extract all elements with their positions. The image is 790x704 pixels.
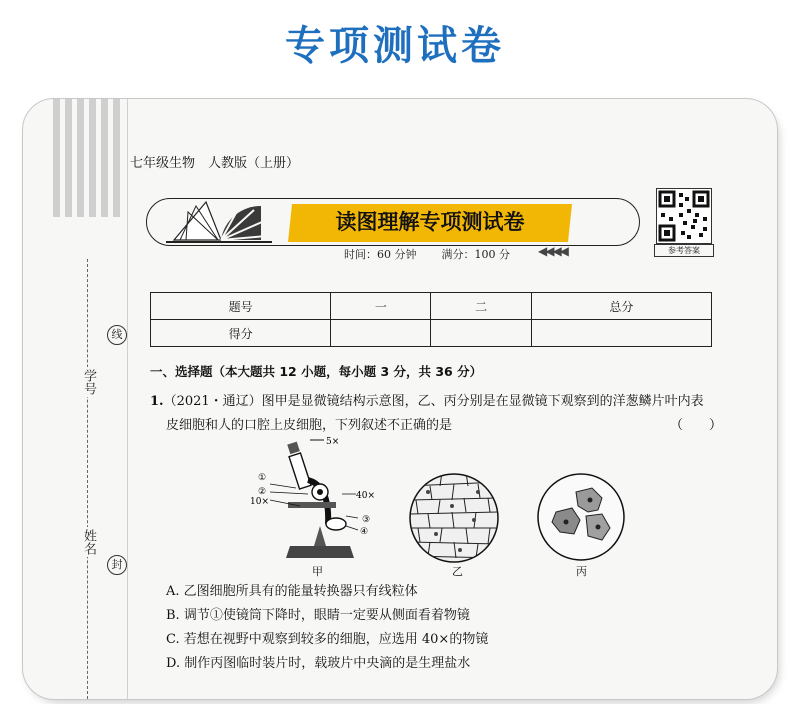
score-table-header-row <box>151 293 712 320</box>
name-label: 姓名 <box>81 529 96 555</box>
microscope-figure <box>250 436 380 566</box>
arrows-icon: ◀◀◀◀ <box>538 244 567 258</box>
score-header-cell: 题号 <box>151 293 331 320</box>
section-title: 一、选择题（本大题共 12 小题，每小题 3 分，共 36 分） <box>150 364 483 379</box>
score-cell[interactable] <box>331 320 431 347</box>
onion-cells-figure <box>408 472 500 564</box>
score-row-label: 得分 <box>151 320 331 347</box>
cheek-cells-figure <box>536 472 626 562</box>
figure-label: ② <box>258 487 267 497</box>
binding-margin <box>23 99 128 699</box>
paper-title: 读图理解专项测试卷 <box>335 210 525 234</box>
figure-label: 10× <box>250 497 269 507</box>
question-number: 1. <box>150 394 164 409</box>
grade-label: 七年级生物 人教版（上册） <box>130 156 300 171</box>
question-text-1: （2021・通辽）图甲是显微镜结构示意图，乙、丙分别是在显微镜下观察到的洋葱鳞片叶内表 <box>163 394 704 409</box>
question-line-2: 皮细胞和人的口腔上皮细胞，下列叙述不正确的是 <box>166 418 453 433</box>
score-cell[interactable] <box>531 320 711 347</box>
fan-book-icon <box>166 196 276 244</box>
figure-label: ① <box>258 473 267 483</box>
score-header-cell: 二 <box>431 293 531 320</box>
figure-caption-a: 甲 <box>312 565 323 578</box>
score-table <box>150 292 712 347</box>
binding-stripes <box>53 99 133 217</box>
exam-meta <box>344 246 510 262</box>
option-b[interactable]: B. 调节①使镜筒下降时，眼睛一定要从侧面看着物镜 <box>166 608 470 623</box>
figure-label: 5× <box>326 437 340 447</box>
score-cell[interactable] <box>431 320 531 347</box>
figure-caption-c: 丙 <box>576 565 587 578</box>
seal-bottom: 封 <box>107 555 127 575</box>
score-header-cell: 总分 <box>531 293 711 320</box>
score-table-row <box>151 320 712 347</box>
figure-label: ③ <box>362 515 371 525</box>
question-line-1 <box>150 390 704 409</box>
student-id-label: 学号 <box>81 369 96 395</box>
full-score: 满分：100 分 <box>441 248 510 261</box>
figure-caption-b: 乙 <box>452 565 463 578</box>
score-header-cell: 一 <box>331 293 431 320</box>
binding-line <box>87 259 88 699</box>
banner-title: 专项测试卷 <box>285 23 505 69</box>
option-c[interactable]: C. 若想在视野中观察到较多的细胞，应选用 40×的物镜 <box>166 632 489 647</box>
time-limit: 时间：60 分钟 <box>344 248 417 261</box>
figure-label: 40× <box>356 491 375 501</box>
qr-code-icon[interactable] <box>656 188 712 244</box>
option-d[interactable]: D. 制作丙图临时装片时，载玻片中央滴的是生理盐水 <box>166 656 471 671</box>
option-a[interactable]: A. 乙图细胞所具有的能量转换器只有线粒体 <box>166 584 418 599</box>
qr-caption: 参考答案 <box>654 244 714 257</box>
answer-parentheses: （ ） <box>670 418 723 433</box>
figure-label: ④ <box>360 527 369 537</box>
seal-top: 线 <box>107 325 127 345</box>
